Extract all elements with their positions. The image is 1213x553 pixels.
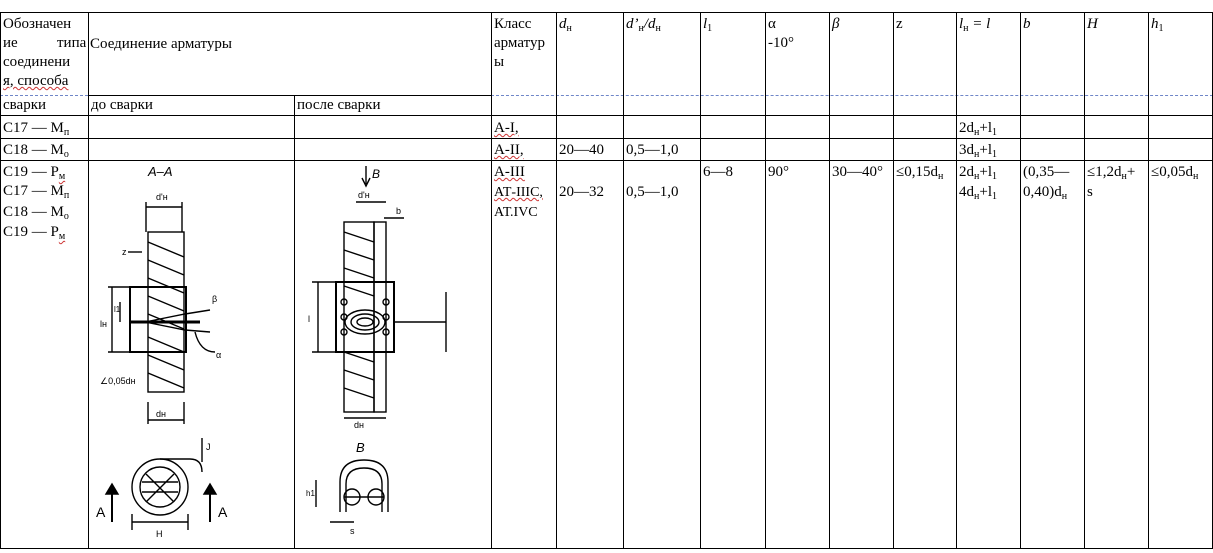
col-border	[956, 12, 957, 549]
header-z: z	[896, 16, 903, 32]
svg-text:s: s	[350, 526, 355, 536]
header-l1: $l_1$	[703, 16, 713, 34]
row-divider-1	[0, 138, 1213, 139]
svg-text:dн: dн	[156, 409, 166, 419]
col-border	[829, 12, 830, 549]
svg-text:dн: dн	[354, 420, 364, 430]
row1-class: A-I,	[494, 120, 519, 136]
col-border	[556, 12, 557, 549]
svg-text:A: A	[96, 504, 106, 520]
main-dn: 20—32	[559, 184, 604, 200]
row1-lh: $2d_н+l_1$	[959, 120, 997, 138]
col-border	[1148, 12, 1149, 549]
row2-class: A-II,	[494, 142, 524, 158]
main-b: $0,40)d_н$	[1023, 184, 1068, 202]
header-designation-line: я, способа	[3, 73, 69, 89]
row2-ratio: 0,5—1,0	[626, 142, 679, 158]
section-label: A–A	[148, 164, 173, 179]
col-border	[294, 95, 295, 549]
svg-text:l: l	[308, 314, 310, 324]
svg-text:lн: lн	[100, 319, 107, 329]
dashed-guide	[0, 95, 88, 96]
header-designation-line: сварки	[3, 97, 47, 113]
main-z: $\le 0,15d_н$	[896, 164, 944, 182]
main-lh: $4d_н+l_1$	[959, 184, 997, 202]
svg-text:α: α	[216, 350, 222, 360]
row2-dn: 20—40	[559, 142, 604, 158]
col-border	[623, 12, 624, 549]
svg-text:B: B	[372, 167, 381, 181]
main-designation: С19 — $Р_м$	[3, 164, 66, 182]
col-border	[765, 12, 766, 549]
svg-text:β: β	[212, 294, 218, 304]
main-class: A-III	[494, 164, 525, 180]
col-border	[1020, 12, 1021, 549]
dashed-guide	[491, 95, 1213, 96]
after-welding-drawing	[296, 162, 490, 546]
main-designation: С18 — $М_о$	[3, 204, 69, 222]
svg-text:H: H	[156, 529, 163, 539]
header-dn: $d_н$	[559, 16, 572, 34]
header-designation-line: Обозначен	[3, 16, 72, 32]
main-ratio: 0,5—1,0	[626, 184, 679, 200]
main-b: (0,35—	[1023, 164, 1070, 180]
svg-text:d'н: d'н	[156, 192, 168, 202]
row1-designation: С17 — $М_п$	[3, 120, 70, 138]
header-alpha-range: -10°	[768, 35, 794, 51]
table-top-border	[0, 12, 1213, 13]
col-border	[893, 12, 894, 549]
header-H: H	[1087, 16, 1098, 32]
table-bottom-border	[0, 548, 1213, 549]
svg-text:d'н: d'н	[358, 190, 370, 200]
header-bottom-border	[0, 115, 1213, 116]
header-connection: Соединение арматуры	[90, 36, 232, 52]
header-lh: $l_н = l$	[959, 16, 991, 34]
col-border	[700, 12, 701, 549]
main-l1: 6—8	[703, 164, 733, 180]
header-after: после сварки	[297, 97, 381, 113]
header-b: b	[1023, 16, 1031, 32]
main-h1: $\le 0,05d_н$	[1151, 164, 1199, 182]
svg-text:z: z	[122, 247, 127, 257]
main-lh: $2d_н+l_1$	[959, 164, 997, 182]
header-designation-line: ие	[3, 35, 18, 51]
header-before: до сварки	[91, 97, 153, 113]
row-divider-2	[0, 160, 1213, 161]
col-border	[491, 12, 492, 549]
header-class-line: ы	[494, 54, 505, 70]
svg-text:∠0,05dн: ∠0,05dн	[100, 376, 136, 386]
header-class-line: Класс	[494, 16, 532, 32]
main-designation: С17 — $М_п$	[3, 183, 70, 201]
col-border	[88, 12, 89, 549]
before-welding-drawing	[90, 162, 290, 546]
svg-text:h1: h1	[306, 489, 315, 498]
row2-lh: $3d_н+l_1$	[959, 142, 997, 160]
header-class-line: арматур	[494, 35, 545, 51]
svg-text:J: J	[206, 442, 211, 452]
svg-text:A: A	[218, 504, 228, 520]
main-alpha: 90°	[768, 164, 789, 180]
main-H: $\le 1,2d_н+$	[1087, 164, 1136, 182]
header-beta: β	[832, 16, 840, 32]
svg-text:b: b	[396, 206, 402, 216]
header-designation-line: типа	[57, 35, 87, 51]
subheader-divider	[88, 95, 491, 96]
header-ratio: $d’_н/d_н$	[626, 16, 661, 34]
svg-text:l1: l1	[114, 305, 121, 314]
main-class: АТ.IVС	[494, 205, 538, 220]
main-H: s	[1087, 184, 1093, 200]
svg-text:B: B	[356, 440, 365, 455]
row2-designation: С18 — $М_о$	[3, 142, 69, 160]
header-alpha: α	[768, 16, 776, 32]
main-designation: С19 — $Р_м$	[3, 224, 66, 242]
header-designation-line: соединени	[3, 54, 71, 70]
main-class: АТ-IIIС,	[494, 185, 543, 200]
main-beta: 30—40°	[832, 164, 883, 180]
col-border	[0, 12, 1, 549]
col-border	[1084, 12, 1085, 549]
header-h1: $h_1$	[1151, 16, 1164, 34]
